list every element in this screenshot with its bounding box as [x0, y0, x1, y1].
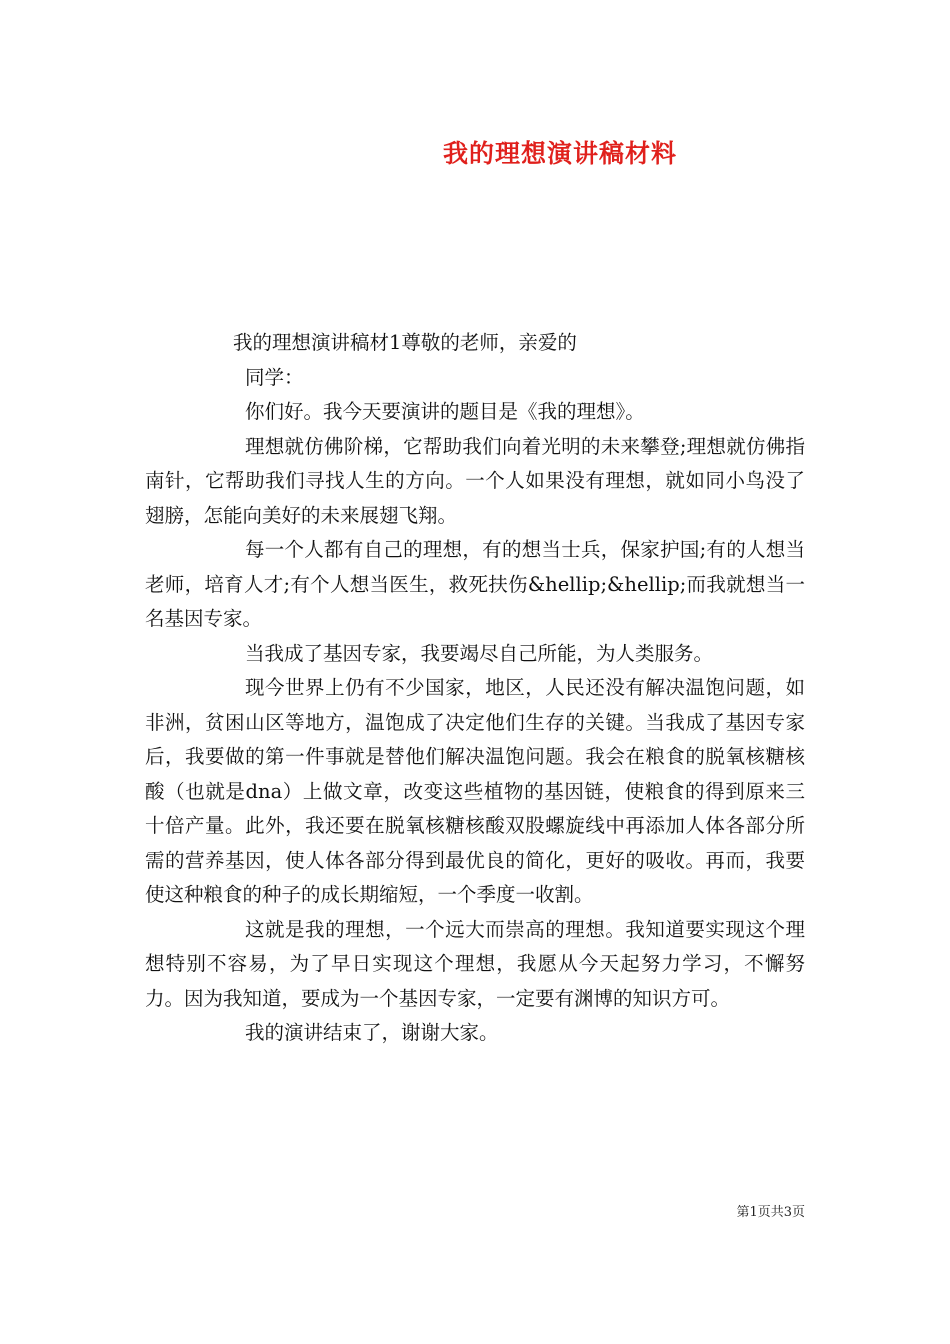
document-title: 我的理想演讲稿材料 [442, 139, 677, 168]
paragraph-serve-humanity: 当我成了基因专家，我要竭尽自己所能，为人类服务。 [245, 641, 714, 665]
paragraph-everyone-ideal: 每一个人都有自己的理想，有的想当士兵，保家护国;有的人想当老师，培育人才;有个人想当医生，救死扶伤&hellip;&hellip;而我就想当一名基因专家。 [145, 538, 805, 630]
paragraph-opening: 我的理想演讲稿材1尊敬的老师，亲爱的 [233, 331, 577, 354]
paragraph-greeting: 你们好。我今天要演讲的题目是《我的理想》。 [245, 400, 645, 423]
paragraph-my-ideal: 这就是我的理想，一个远大而崇高的理想。我知道要实现这个理想特别不容易，为了早日实现这个理想，我愿从今天起努力学习，不懈努力。因为我知道，要成为一个基因专家，一定要有渊博的知识方可。 [145, 917, 805, 1010]
paragraph-solve-hunger: 现今世界上仍有不少国家，地区，人民还没有解决温饱问题，如非洲，贫困山区等地方，温饱成了决定他们生存的关键。当我成了基因专家后，我要做的第一件事就是替他们解决温饱问题。我会在粮食的脱氧核糖核酸（也就是dna）上做文章，改变这些植物的基因链，使粮食的得到原来三十倍产量。此外，我还要在脱氧核糖核酸双股螺旋线中再添加人体各部分所需的营养基因，使人体各部分得到最优良的简化，更好的吸收。再而，我要使这种粮食的种子的成长期缩短，一个季度一收割。 [145, 676, 805, 906]
paragraph-salutation: 同学： [245, 365, 304, 389]
document-body [145, 326, 805, 1051]
paragraph-closing: 我的演讲结束了，谢谢大家。 [245, 1021, 499, 1044]
paragraph-ideal-metaphor: 理想就仿佛阶梯，它帮助我们向着光明的未来攀登;理想就仿佛指南针，它帮助我们寻找人生的方向。一个人如果没有理想，就如同小鸟没了翅膀，怎能向美好的未来展翅飞翔。 [145, 434, 805, 527]
page-number-footer: 第1页共3页 [736, 1205, 805, 1220]
